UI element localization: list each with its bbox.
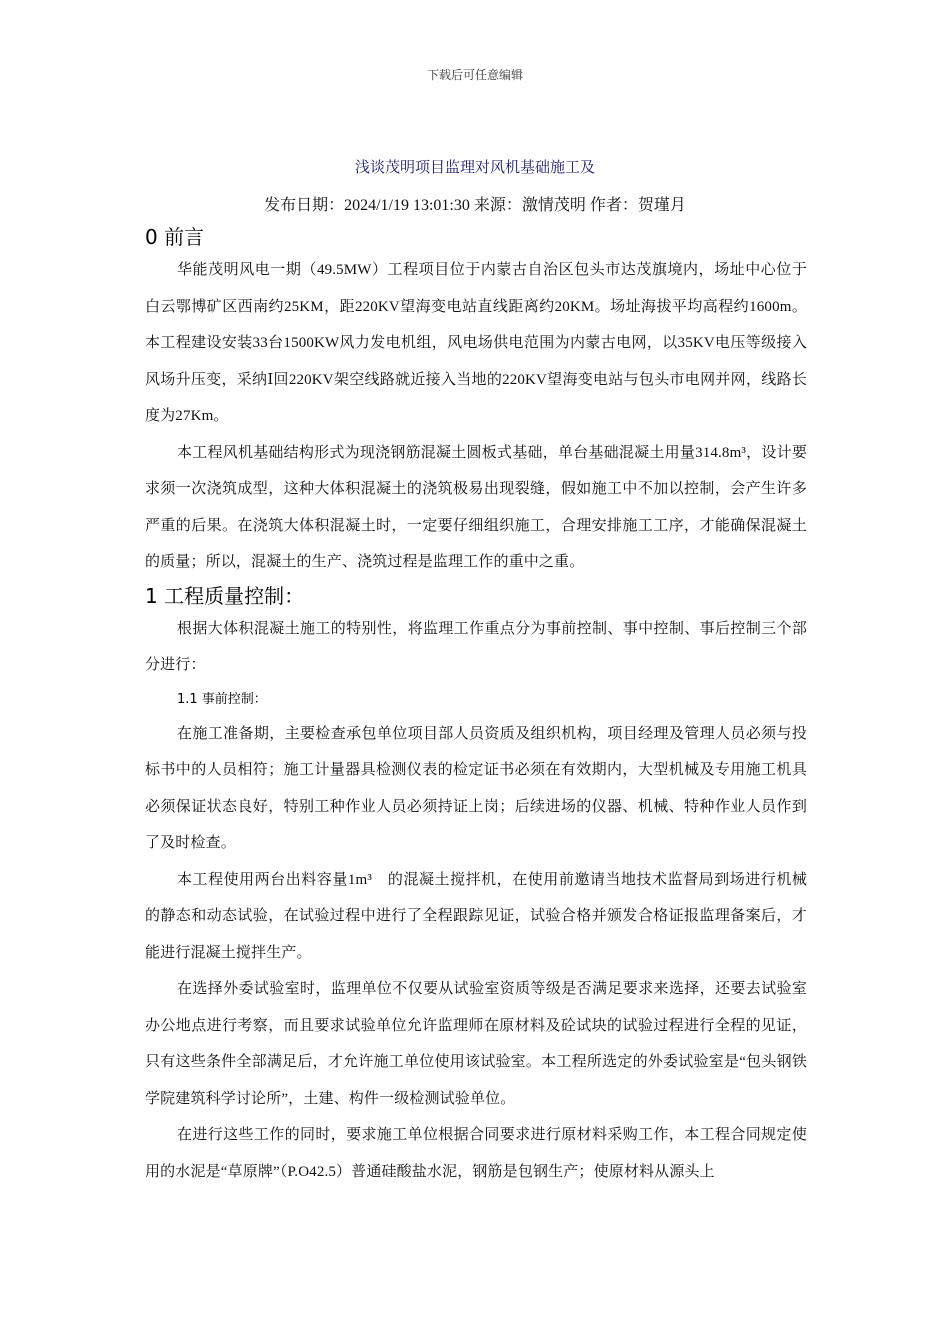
subsection-heading-pre-control: 1.1 事前控制： xyxy=(177,691,267,707)
paragraph: 在选择外委试验室时，监理单位不仅要从试验室资质等级是否满足要求来选择，还要去试验室办公地点进行考察，而且要求试验单位允许监理师在原材料及砼试块的试验过程进行全程的见证，只有这些条件全部满足后，才允许施工单位使用该试验室。本工程所选定的外委试验室是“包头钢铁学院建筑科学讨论所”，土建、构件一级检测试验单位。 xyxy=(145,981,807,1107)
section-heading-quality-control: 1 工程质量控制： xyxy=(145,583,305,608)
section-heading-preface: 0 前言 xyxy=(145,225,205,249)
paragraph: 本工程风机基础结构形式为现浇钢筋混凝土圆板式基础，单台基础混凝土用量314.8m³，设计要求须一次浇筑成型，这种大体积混凝土的浇筑极易出现裂缝，假如施工中不加以控制，会产生许多严重的后果。在浇筑大体积混凝土时，一定要仔细组织施工，合理安排施工工序，才能确保混凝土的质量；所以，混凝土的生产、浇筑过程是监理工作的重中之重。 xyxy=(145,444,807,570)
article-body xyxy=(145,222,807,1190)
header-note: 下载后可任意编辑 xyxy=(426,68,523,82)
paragraph: 在施工准备期，主要检查承包单位项目部人员资质及组织机构，项目经理及管理人员必须与投标书中的人员相符；施工计量器具检测仪表的检定证书必须在有效期内，大型机械及专用施工机具必须保证状态良好，特别工种作业人员必须持证上岗；后续进场的仪器、机械、特种作业人员作到了及时检查。 xyxy=(145,725,807,851)
article-meta: 发布日期：2024/1/19 13:01:30 来源：激情茂明 作者：贺瑾月 xyxy=(264,197,686,214)
paragraph: 在进行这些工作的同时，要求施工单位根据合同要求进行原材料采购工作，本工程合同规定使用的水泥是“草原牌”（P.O42.5）普通硅酸盐水泥，钢筋是包钢生产；使原材料从源头上 xyxy=(145,1127,807,1180)
article-title: 浅谈茂明项目监理对风机基础施工及 xyxy=(354,158,595,176)
paragraph: 根据大体积混凝土施工的特别性，将监理工作重点分为事前控制、事中控制、事后控制三个部分进行： xyxy=(145,620,807,673)
paragraph: 华能茂明风电一期（49.5MW）工程项目位于内蒙古自治区包头市达茂旗境内，场址中心位于白云鄂博矿区西南约25KM，距220KV望海变电站直线距离约20KM。场址海拔平均高程约1600m。本工程建设安装33台1500KW风力发电机组，风电场供电范围为内蒙古电网，以35KV电压等级接入风场升压变，采纳Ⅰ回220KV架空线路就近接入当地的220KV望海变电站与包头市电网并网，线路长度为27Km。 xyxy=(145,262,807,424)
paragraph: 本工程使用两台出料容量1m³ 的混凝土搅拌机，在使用前邀请当地技术监督局到场进行机械的静态和动态试验，在试验过程中进行了全程跟踪见证，试验合格并颁发合格证报监理备案后，才能进行混凝土搅拌生产。 xyxy=(145,871,807,961)
